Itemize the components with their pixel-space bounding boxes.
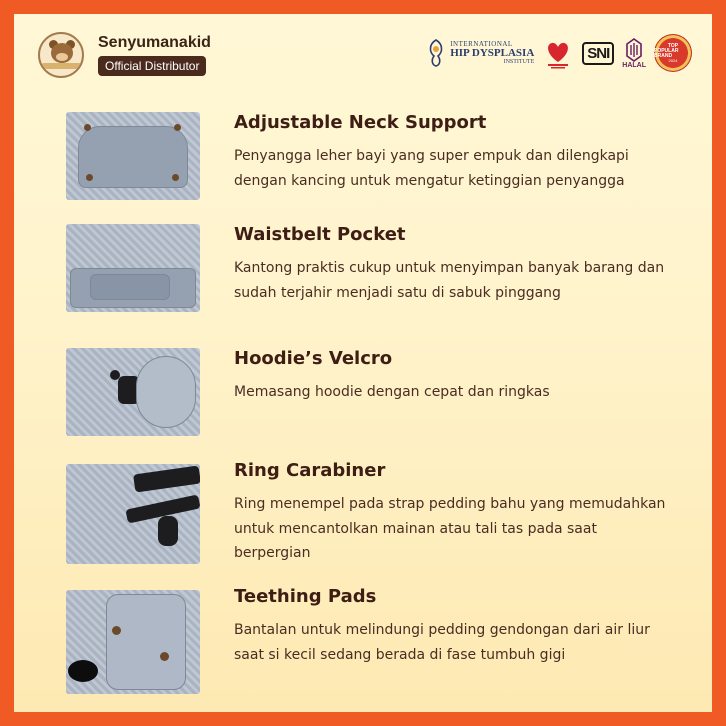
feature-description: Kantong praktis cukup untuk menyimpan banyak barang dan sudah terjahir menjadi satu di sabuk pinggang	[234, 260, 665, 301]
brand-tag: Official Distributor	[98, 56, 206, 76]
brand-block	[38, 32, 211, 78]
ring-carabiner-image	[66, 464, 200, 564]
teething-pads-image	[66, 590, 200, 694]
feature-title: Waistbelt Pocket	[234, 224, 406, 245]
waistbelt-pocket-image	[66, 224, 200, 312]
popular-line2: POPULAR BRAND	[654, 47, 679, 59]
brand-name: Senyumanakid	[98, 34, 211, 51]
feature-neck-support	[66, 112, 686, 208]
ihdi-icon	[425, 38, 447, 68]
popular-line1: TOP	[667, 42, 679, 49]
feature-title: Teething Pads	[234, 586, 377, 607]
popular-brand-badge	[654, 34, 692, 72]
heart-badge-icon	[542, 36, 574, 70]
feature-teething-pads	[66, 586, 686, 696]
feature-card	[14, 14, 712, 712]
feature-title: Hoodie’s Velcro	[234, 348, 393, 369]
popular-line3: 2024	[668, 57, 678, 63]
feature-title: Ring Carabiner	[234, 460, 386, 481]
feature-description: Bantalan untuk melindungi pedding gendongan dari air liur saat si kecil sedang berada di fase tumbuh gigi	[234, 622, 650, 663]
feature-description: Memasang hoodie dengan cepat dan ringkas	[234, 384, 550, 400]
ihdi-line2: HIP DYSPLASIA	[450, 47, 535, 59]
hoodie-velcro-image	[66, 348, 200, 436]
sni-badge: SNI	[582, 42, 614, 65]
feature-waistbelt-pocket	[66, 224, 686, 320]
feature-title: Adjustable Neck Support	[234, 112, 487, 133]
feature-description: Penyangga leher bayi yang super empuk dan dilengkapi dengan kancing untuk mengatur ketinggian penyangga	[234, 148, 629, 189]
ihdi-badge	[425, 38, 534, 68]
certification-badges	[425, 34, 692, 72]
halal-label: HALAL	[622, 61, 646, 69]
ihdi-line1: INTERNATIONAL	[450, 40, 513, 48]
halal-icon	[624, 38, 644, 62]
feature-hoodie-velcro	[66, 348, 686, 444]
brand-logo	[38, 32, 84, 78]
ihdi-line3: INSTITUTE	[503, 59, 535, 65]
feature-description: Ring menempel pada strap pedding bahu yang memudahkan untuk mencantolkan mainan atau tali tas pada saat berpergian	[234, 496, 666, 561]
feature-ring-carabiner	[66, 460, 686, 570]
halal-badge	[622, 38, 646, 69]
neck-support-image	[66, 112, 200, 200]
